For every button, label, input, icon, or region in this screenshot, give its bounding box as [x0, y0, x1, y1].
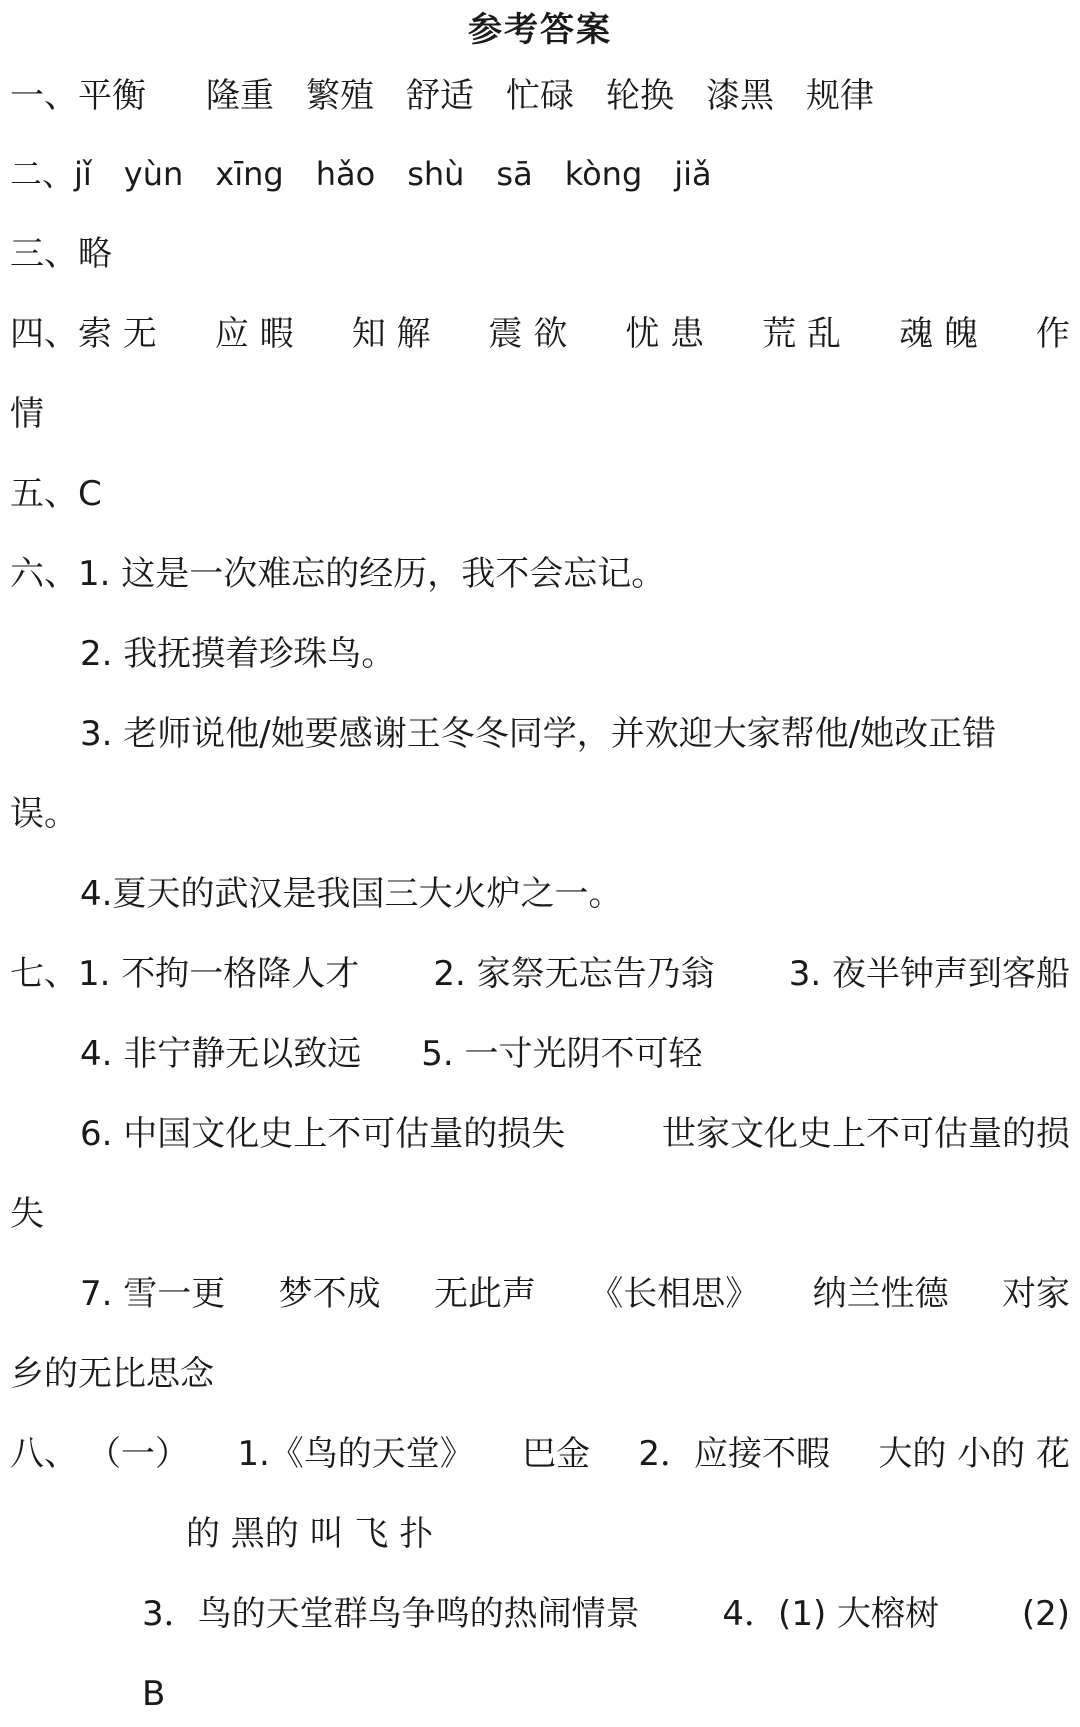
- answer-text: 7. 雪一更: [80, 1274, 226, 1314]
- section-number: 六、: [10, 554, 78, 594]
- answer-word: 隆重: [206, 76, 274, 116]
- answer-word: 轮换: [606, 76, 674, 116]
- subsection-label: （一）: [104, 1434, 189, 1474]
- section-7-row-3: [80, 1114, 1070, 1154]
- section-8-row-2: [186, 1514, 433, 1554]
- section-number: 二、: [10, 155, 75, 193]
- answer-text: 无此声: [433, 1274, 536, 1314]
- section-6-item-1: [10, 554, 665, 594]
- answer-word: 荒 乱: [762, 314, 842, 354]
- section-8-row-3: [142, 1594, 1070, 1634]
- answer-text: 《长相思》: [589, 1274, 760, 1314]
- answer-word: 作: [1035, 314, 1070, 354]
- section-number: 七、: [10, 954, 78, 994]
- section-number: 一、: [10, 76, 78, 116]
- pinyin: kòng: [564, 155, 643, 193]
- pinyin: shù: [407, 155, 465, 193]
- answer-text: 大的 小的 花: [878, 1434, 1070, 1474]
- answer-word: 震 欲: [488, 314, 568, 354]
- page-title: 参考答案: [468, 10, 612, 50]
- answer-word: 平衡: [78, 76, 146, 116]
- section-2: [10, 154, 712, 194]
- answer-text: 2. 我抚摸着珍珠鸟。: [80, 634, 396, 674]
- answer-text: 6. 中国文化史上不可估量的损失: [80, 1114, 566, 1154]
- answer-text: B: [142, 1674, 166, 1714]
- pinyin: yùn: [123, 155, 184, 193]
- answer-text: 3. 夜半钟声到客船: [788, 954, 1070, 994]
- section-8-row-1: [10, 1434, 1070, 1474]
- section-4-continued: [10, 394, 44, 434]
- section-3: [10, 234, 112, 274]
- answer-text: 5. 一寸光阴不可轻: [421, 1034, 703, 1074]
- section-6-item-3: [80, 714, 1070, 754]
- answer-word: 漆黑: [706, 76, 774, 116]
- answer-text: C: [78, 474, 102, 514]
- pinyin: hǎo: [315, 155, 376, 193]
- answer-text: 情: [10, 394, 44, 434]
- answer-word: 忙碌: [506, 76, 574, 116]
- section-7-row-3-continued: [10, 1194, 44, 1234]
- section-1: [10, 76, 874, 116]
- section-4: [10, 314, 1070, 354]
- answer-text: 失: [10, 1194, 44, 1234]
- answer-text: 略: [78, 234, 112, 274]
- pinyin: jiǎ: [674, 155, 712, 193]
- section-6-item-4: [80, 874, 622, 914]
- section-number: 三、: [10, 234, 78, 274]
- section-number: 四、: [10, 314, 78, 354]
- answer-text: 2．应接不暇: [638, 1434, 831, 1474]
- section-7-row-2: [80, 1034, 703, 1074]
- answer-word: 忧 患: [625, 314, 705, 354]
- answer-text: 4．(1) 大榕树: [722, 1594, 940, 1634]
- section-7-row-4-continued: [10, 1354, 214, 1394]
- section-number: 五、: [10, 474, 78, 514]
- answer-word: 繁殖: [306, 76, 374, 116]
- pinyin: xīng: [215, 155, 284, 193]
- answer-text: 对家: [1001, 1274, 1070, 1314]
- answer-text: 3. 老师说他/她要感谢王冬冬同学，并欢迎大家帮他/她改正错: [80, 714, 997, 754]
- answer-text: (2): [1021, 1594, 1070, 1634]
- answer-text: 梦不成: [278, 1274, 381, 1314]
- answer-text: 4.夏天的武汉是我国三大火炉之一。: [80, 874, 623, 914]
- section-6-item-3-continued: [10, 794, 78, 834]
- section-7-row-4: [80, 1274, 1070, 1314]
- answer-text: 3．鸟的天堂群鸟争鸣的热闹情景: [142, 1594, 640, 1634]
- pinyin: jǐ: [74, 155, 92, 193]
- section-7-row-1: [10, 954, 1070, 994]
- answer-word: 魂 魄: [899, 314, 978, 354]
- answer-word: 舒适: [406, 76, 474, 116]
- answer-text: 1. 这是一次难忘的经历，我不会忘记。: [78, 554, 666, 594]
- answer-text: 2. 家祭无忘告乃翁: [433, 954, 715, 994]
- answer-text: 纳兰性德: [812, 1274, 949, 1314]
- answer-text: 1.《鸟的天堂》: [237, 1434, 474, 1474]
- section-5: [10, 474, 102, 514]
- pinyin: sā: [496, 155, 533, 193]
- answer-text: 世家文化史上不可估量的损: [662, 1114, 1070, 1154]
- answer-text: 误。: [10, 794, 78, 834]
- answer-text: 巴金: [522, 1434, 591, 1474]
- answer-text: 4. 非宁静无以致远: [80, 1034, 362, 1074]
- answer-word: 知 解: [351, 314, 431, 354]
- section-8-row-3-continued: [142, 1674, 165, 1714]
- answer-text: 乡的无比思念: [10, 1354, 214, 1394]
- answer-word: 索 无: [78, 314, 157, 354]
- answer-word: 规律: [806, 76, 874, 116]
- answer-text: 1. 不拘一格降人才: [78, 954, 360, 994]
- section-6-item-2: [80, 634, 395, 674]
- answer-word: 应 暇: [214, 314, 294, 354]
- answer-text: 的 黑的 叫 飞 扑: [186, 1514, 434, 1554]
- section-number: 八、: [10, 1434, 78, 1474]
